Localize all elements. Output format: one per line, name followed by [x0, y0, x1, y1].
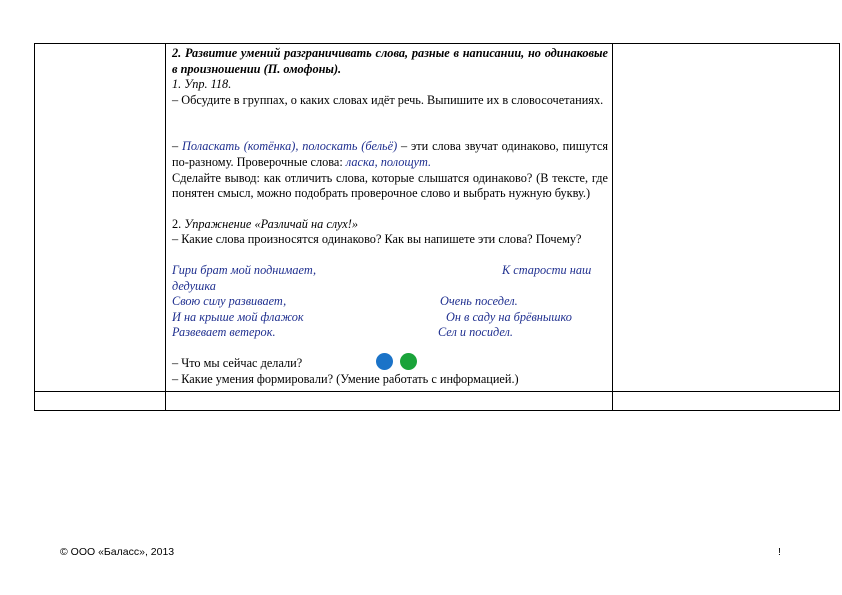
table-row — [35, 392, 840, 411]
exercise-1-conclusion: Сделайте вывод: как отличить слова, которые слышатся одинаково? (В тексте, где понятен смысл, можно подобрать проверочное слово и выбрать нужную букву.) — [172, 170, 608, 201]
lesson-table — [34, 43, 840, 411]
exercise-1-task: – Обсудите в группах, о каких словах идёт речь. Выпишите их в словосочетаниях. — [172, 92, 604, 107]
poem-line — [172, 294, 608, 310]
poem-line — [172, 325, 608, 341]
poem-line-left: дедушка — [172, 278, 216, 293]
question-2: – Какие умения формировали? (Умение работать с информацией.) — [172, 371, 519, 386]
footer-copyright: © ООО «Баласс», 2013 — [60, 546, 175, 558]
poem-line — [172, 310, 608, 326]
question-1 — [172, 356, 608, 372]
notes-cell — [613, 44, 840, 392]
poem-line-left: Развевает ветерок. — [172, 325, 276, 340]
exercise-1-label: 1. Упр. 118. — [172, 77, 232, 92]
table-row — [35, 44, 840, 392]
poem-line — [172, 279, 608, 295]
exercise-2-title: Упражнение «Различай на слух!» — [184, 216, 359, 231]
empty-cell — [613, 392, 840, 411]
exercise-2-label — [172, 217, 608, 233]
empty-cell — [35, 392, 166, 411]
question-1-text: – Что мы сейчас делали? — [172, 355, 303, 370]
blue-circle-icon — [376, 353, 393, 370]
content-cell — [166, 44, 613, 392]
stage-cell — [35, 44, 166, 392]
poem-line — [172, 263, 608, 279]
green-circle-icon — [400, 353, 417, 370]
poem-line-right: Он в саду на брёвнышко — [446, 309, 572, 324]
poem-line-right: К старости наш — [502, 262, 592, 277]
page-number: ! — [778, 546, 781, 558]
poem-line-right: Сел и посидел. — [438, 325, 513, 340]
poem-line-right: Очень поседел. — [440, 294, 518, 309]
poem-line-left: И на крыше мой флажок — [172, 309, 304, 324]
poem-line-left: Гири брат мой поднимает, — [172, 262, 317, 277]
check-words: ласка, полощут. — [345, 154, 432, 169]
exercise-2-task: – Какие слова произносятся одинаково? Как вы напишете эти слова? Почему? — [172, 232, 582, 247]
section-heading: 2. Развитие умений разграничивать слова, разные в написании, но одинаковые в произношении (П. омофоны). — [172, 46, 608, 76]
poem — [172, 263, 608, 341]
answer-words: Поласкать (котёнка), полоскать (бельё) — [181, 139, 398, 154]
empty-cell — [166, 392, 613, 411]
poem-line-left: Свою силу развивает, — [172, 294, 287, 309]
exercise-2-number: 2. — [172, 216, 185, 231]
dash: – — [172, 139, 182, 154]
answer-text: – эти слова звучат одинаково, пишутся по-разному. Проверочные слова: — [172, 139, 608, 169]
exercise-1-answer — [172, 139, 608, 170]
